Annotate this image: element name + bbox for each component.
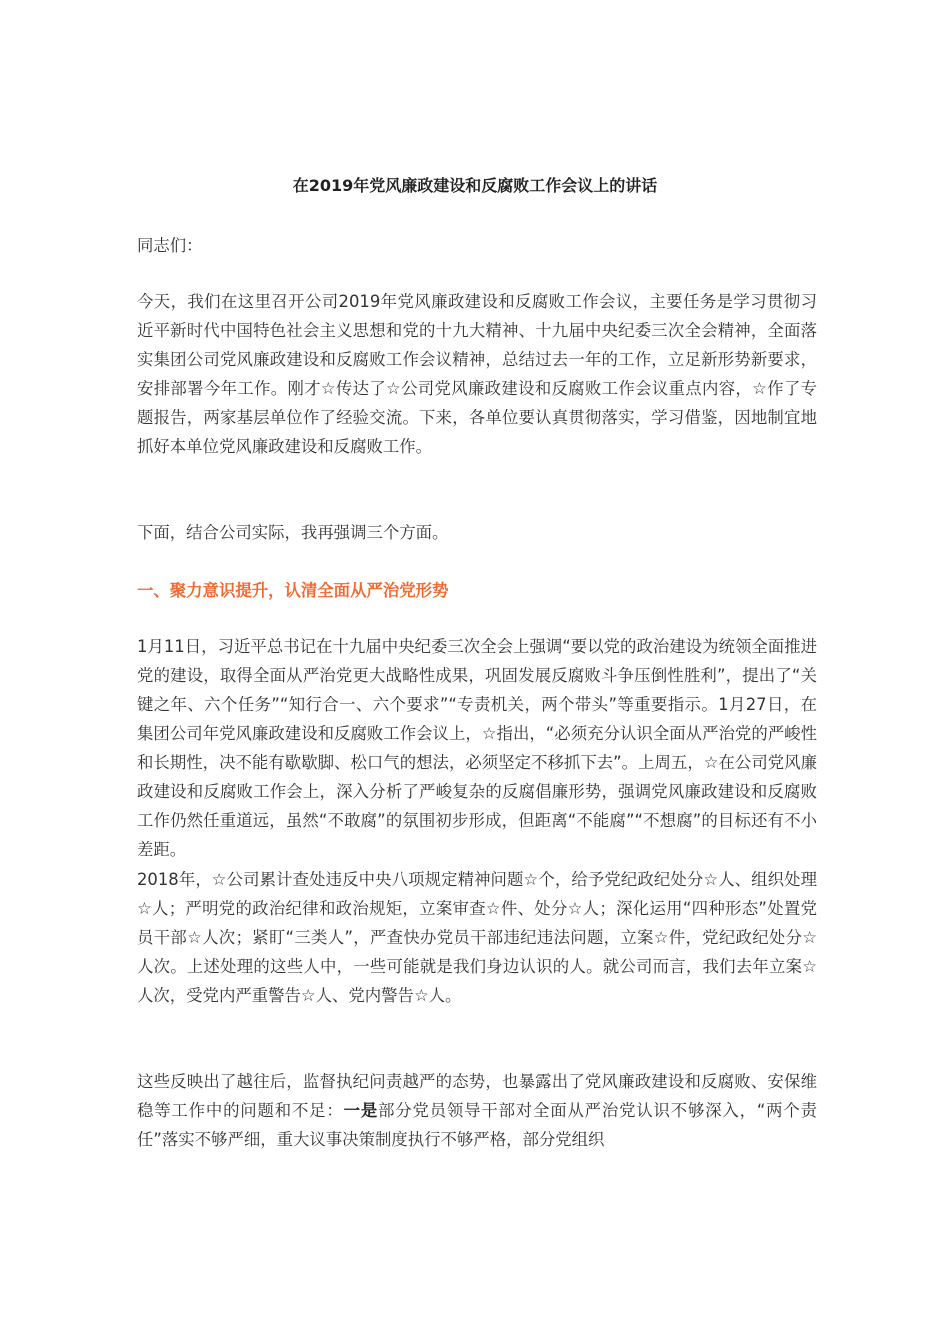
paragraph-instructions: 1月11日，习近平总书记在十九届中央纪委三次全会上强调“要以党的政治建设为统领全面推进党的建设，取得全面从严治党更大战略性成果，巩固发展反腐败斗争压倒性胜利”，提出了“关键之年、六个任务”“知行合一、六个要求”“专责机关，两个带头”等重要指示。1月27日，在集团公司年党风廉政建设和反腐败工作会议上，☆指出，“必须充分认识全面从严治党的严峻性和长期性，决不能有歇歇脚、松口气的想法，必须坚定不移抓下去”。上周五，☆在公司党风廉政建设和反腐败工作会上，深入分析了严峻复杂的反腐倡廉形势，强调党风廉政建设和反腐败工作仍然任重道远，虽然“不敢腐”的氛围初步形成，但距离“不能腐”“不想腐”的目标还有不小差距。 [137,637,817,859]
paragraph-transition: 下面，结合公司实际，我再强调三个方面。 [137,523,449,542]
paragraph-problems-rest: 部分党员领导干部对全面从严治党认识不够深入，“两个责任”落实不够严细，重大议事决策制度执行不够严格，部分党组织 [137,1101,818,1149]
document-title: 在2019年党风廉政建设和反腐败工作会议上的讲话 [292,176,658,195]
paragraph-statistics: 2018年，☆公司累计查处违反中央八项规定精神问题☆个，给予党纪政纪处分☆人、组织处理☆人；严明党的政治纪律和政治规矩，立案审查☆件、处分☆人；深化运用“四种形态”处置党员干部☆人次；紧盯“三类人”，严查快办党员干部违纪违法问题，立案☆件，党纪政纪处分☆人次。上述处理的这些人中，一些可能就是我们身边认识的人。就公司而言，我们去年立案☆人次，受党内严重警告☆人、党内警告☆人。 [137,870,817,1005]
paragraph-opening: 今天，我们在这里召开公司2019年党风廉政建设和反腐败工作会议，主要任务是学习贯彻习近平新时代中国特色社会主义思想和党的十九大精神、十九届中央纪委三次全会精神，全面落实集团公司党风廉政建设和反腐败工作会议精神，总结过去一年的工作，立足新形势新要求，安排部署今年工作。刚才☆传达了☆公司党风廉政建设和反腐败工作会议重点内容，☆作了专题报告，两家基层单位作了经验交流。下来，各单位要认真贯彻落实，学习借鉴，因地制宜地抓好本单位党风廉政建设和反腐败工作。 [137,292,817,456]
paragraph-problems-emphasis: 一是 [343,1101,379,1120]
section-heading-1: 一、聚力意识提升，认清全面从严治党形势 [137,581,449,600]
paragraph-problems-lead: 这些反映出了越往后，监督执纪问责越严的态势，也暴露出了党风廉政建设和反腐败、安保维稳等工作中的问题和不足： [137,1072,817,1120]
salutation: 同志们： [137,236,203,255]
paragraph-problems [137,1067,817,1154]
